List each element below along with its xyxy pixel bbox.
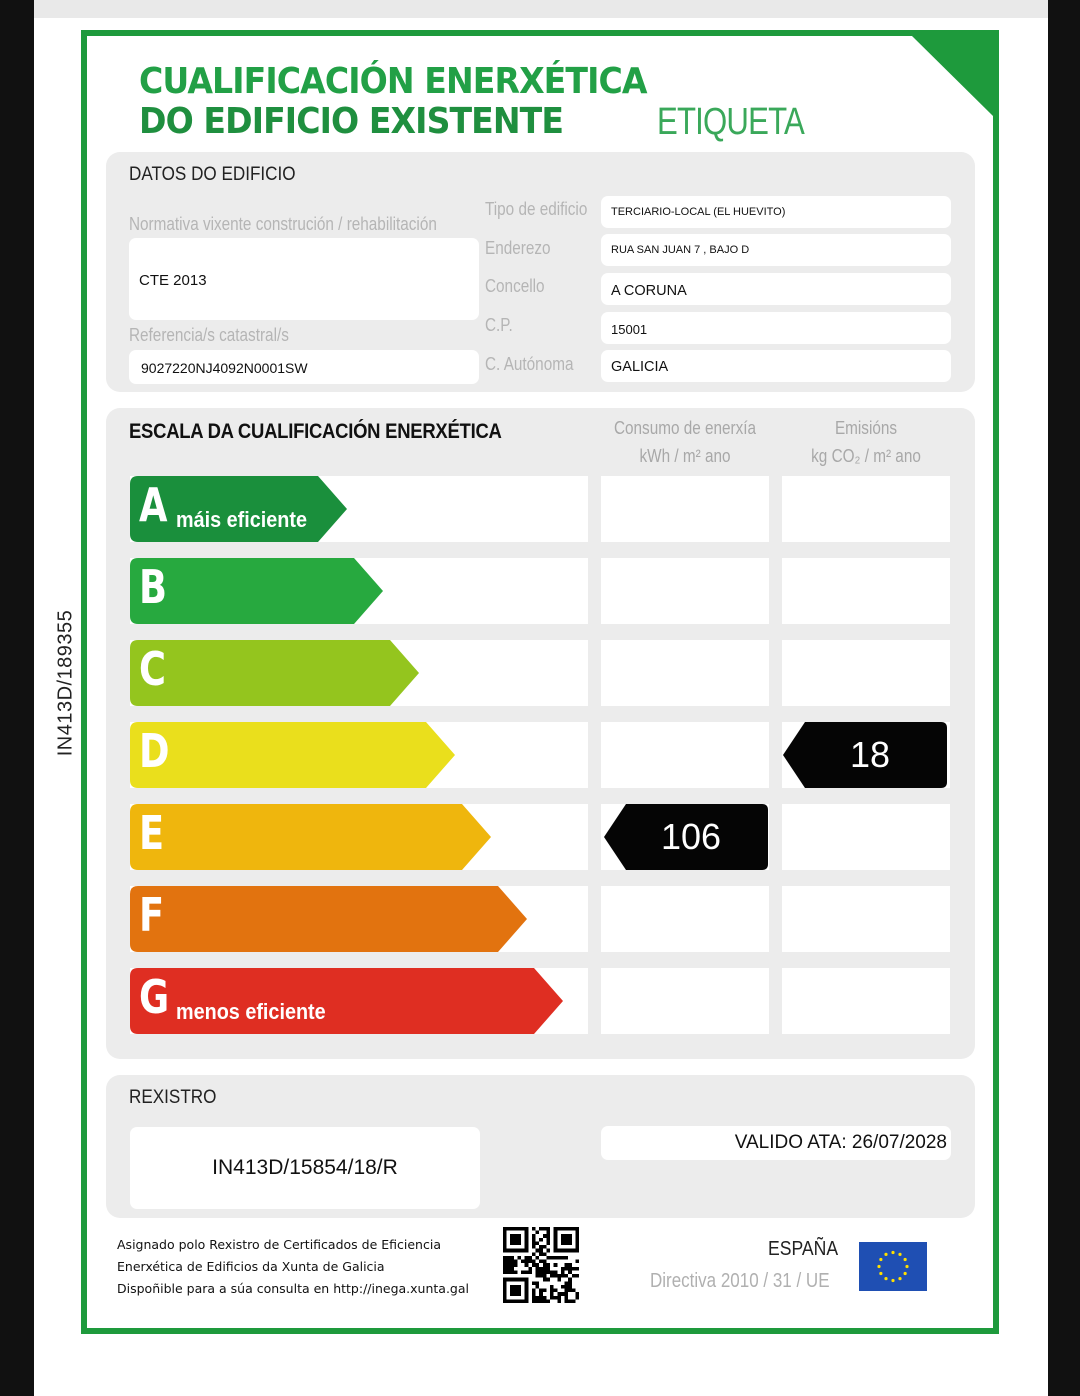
emisions-header-line1: Emisións (834, 418, 898, 438)
emisions-cell-a (782, 476, 950, 542)
class-letter-e: E (139, 806, 165, 860)
class-bar-d (130, 722, 455, 788)
class-letter-g: G (139, 970, 170, 1024)
normativa-value: CTE 2013 (139, 272, 207, 289)
scale-section-title: ESCALA DA CUALIFICACIÓN ENERXÉTICA (129, 420, 502, 443)
class-bar-a (130, 476, 347, 542)
country-label: ESPAÑA (768, 1238, 839, 1260)
consumo-header-line1: Consumo de enerxía (613, 418, 757, 438)
emisions-indicator (783, 722, 947, 788)
emisions-cell-e (782, 804, 950, 870)
consumo-cell-a (601, 476, 769, 542)
registry-section-title: REXISTRO (129, 1087, 217, 1108)
side-identifier: IN413D/189355 (54, 609, 77, 757)
normativa-label: Normativa vixente construción / rehabilitación (129, 214, 437, 234)
label-title (139, 62, 691, 142)
emisions-header-line2: kg CO₂ / m² ano (811, 446, 921, 466)
field-label-autonoma: C. Autónoma (485, 354, 574, 374)
field-label-concello: Concello (485, 276, 545, 296)
class-letter-d: D (139, 724, 170, 778)
field-label-enderezo: Enderezo (485, 238, 551, 258)
field-value-concello: A CORUNA (611, 283, 687, 299)
footer-line-2: Enerxética de Edificios da Xunta de Galicia (117, 1259, 385, 1274)
class-letter-f: F (139, 888, 165, 942)
valid-until: VALIDO ATA: 26/07/2028 (734, 1132, 947, 1153)
corner-triangle (912, 36, 993, 116)
consumo-indicator (604, 804, 768, 870)
class-letter-b: B (139, 560, 168, 614)
consumo-cell-c (601, 640, 769, 706)
footer-line-1: Asignado polo Rexistro de Certificados de Eficiencia (117, 1237, 441, 1252)
emisions-cell-g (782, 968, 950, 1034)
consumo-header-line2: kWh / m² ano (639, 446, 731, 466)
emisions-cell-f (782, 886, 950, 952)
top-edge (34, 0, 1048, 18)
consumo-cell-b (601, 558, 769, 624)
emisions-column-header (794, 414, 939, 470)
class-letter-c: C (139, 642, 167, 696)
consumo-cell-g (601, 968, 769, 1034)
title-line-1: CUALIFICACIÓN ENERXÉTICA (139, 61, 647, 102)
footer-notice (117, 1234, 469, 1300)
consumo-cell-f (601, 886, 769, 952)
consumo-indicator-value: 106 (660, 816, 722, 857)
field-value-enderezo: RUA SAN JUAN 7 , BAJO D (611, 244, 750, 256)
etiqueta-label: ETIQUETA (657, 101, 804, 143)
consumo-cell-d (601, 722, 769, 788)
consumo-column-header (613, 414, 758, 470)
class-bar-b (130, 558, 383, 624)
field-value-cp: 15001 (611, 322, 648, 337)
directive-label: Directiva 2010 / 31 / UE (650, 1270, 830, 1292)
class-letter-a: A (139, 478, 168, 532)
field-box-cp (601, 312, 951, 344)
class-bar-f (130, 886, 527, 952)
class-bar-c (130, 640, 419, 706)
emisions-cell-b (782, 558, 950, 624)
field-value-tipo: TERCIARIO-LOCAL (EL HUEVITO) (611, 206, 786, 218)
referencia-value: 9027220NJ4092N0001SW (141, 360, 308, 376)
field-value-autonoma: GALICIA (611, 359, 669, 375)
emisions-cell-c (782, 640, 950, 706)
eu-flag-icon (859, 1242, 927, 1291)
title-line-2: DO EDIFICIO EXISTENTE (139, 101, 564, 142)
class-caption-a: máis eficiente (176, 507, 307, 532)
emisions-indicator-value: 18 (849, 734, 891, 775)
class-caption-g: menos eficiente (176, 999, 326, 1024)
registry-number: IN413D/15854/18/R (212, 1156, 398, 1179)
class-bar-g (130, 968, 563, 1034)
qr-code-icon (500, 1227, 582, 1303)
building-section-title: DATOS DO EDIFICIO (129, 164, 296, 185)
referencia-label: Referencia/s catastral/s (129, 325, 289, 345)
footer-line-3: Dispoñible para a súa consulta en http://inega.xunta.gal (117, 1281, 469, 1296)
field-label-cp: C.P. (485, 315, 513, 335)
field-label-tipo: Tipo de edificio (485, 199, 588, 219)
class-bar-e (130, 804, 491, 870)
